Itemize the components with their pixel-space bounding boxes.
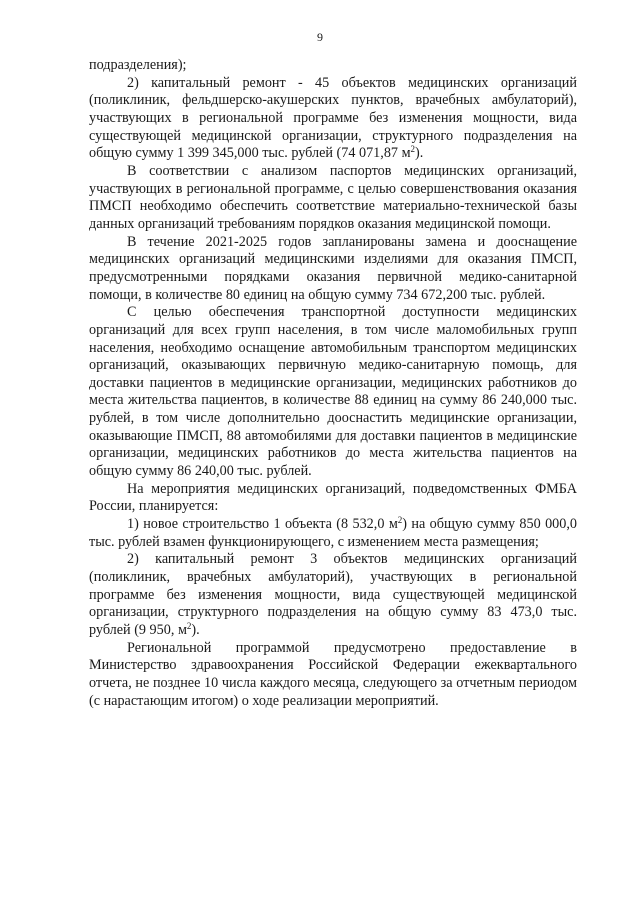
paragraph: 2) капитальный ремонт - 45 объектов медицинских организаций (поликлиник, фельдшерско-акушерских пунктов, врачебных амбулаторий), участвующих в региональной программе без изменения мощности, вида существующей медицинской организации, структурного подразделения на общую сумму 1 399 345,000 тыс. рублей (74 071,87 $м^2$). xyxy=(89,74,577,162)
paragraph: С целью обеспечения транспортной доступности медицинских организаций для всех групп населения, в том числе маломобильных групп населения, необходимо оснащение автомобильным транспортом медицинских организаций, оказывающих первичную медико-санитарную помощь, для доставки пациентов в медицинские организации, медицинских работников до места жительства пациентов, в количестве 88 единиц на сумму 86 240,000 тыс. рублей, в том числе дополнительно дооснастить медицинские организации, оказывающие ПМСП, 88 автомобилями для доставки пациентов в медицинские организации, медицинских работников до места жительства пациентов на общую сумму 86 240,00 тыс. рублей. xyxy=(89,304,577,480)
paragraph: 2) капитальный ремонт 3 объектов медицинских организаций (поликлиник, врачебных амбулаторий), участвующих в региональной программе без изменения мощности, вида существующей медицинской организации, структурного подразделения на общую сумму 83 473,0 тыс. рублей (9 950, $м^2$). xyxy=(89,551,577,638)
paragraph: 1) новое строительство 1 объекта (8 532,0 $м^2$) на общую сумму 850 000,0 тыс. рублей взамен функционирующего, с изменением места размещения; xyxy=(89,515,577,550)
paragraph: подразделения); xyxy=(89,57,187,73)
paragraph: В соответствии с анализом паспортов медицинских организаций, участвующих в региональной программе, с целью совершенствования оказания ПМСП необходимо обеспечить соответствие материально-технической базы данных организаций требованиям порядков оказания медицинской помощи. xyxy=(89,162,577,232)
paragraph: В течение 2021-2025 годов запланированы замена и дооснащение медицинских организаций медицинскими изделиями для оказания ПМСП, предусмотренными порядками оказания первичной медико-санитарной помощи, в количестве 80 единиц на общую сумму 734 672,200 тыс. рублей. xyxy=(89,233,577,303)
paragraph: Региональной программой предусмотрено предоставление в Министерство здравоохранения Российской Федерации ежеквартального отчета, не позднее 10 числа каждого месяца, следующего за отчетным периодом (с нарастающим итогом) о ходе реализации мероприятий. xyxy=(89,639,577,709)
paragraph: На мероприятия медицинских организаций, подведомственных ФМБА России, планируется: xyxy=(89,480,577,515)
document-body xyxy=(89,57,577,710)
page-number: 9 xyxy=(317,30,323,44)
